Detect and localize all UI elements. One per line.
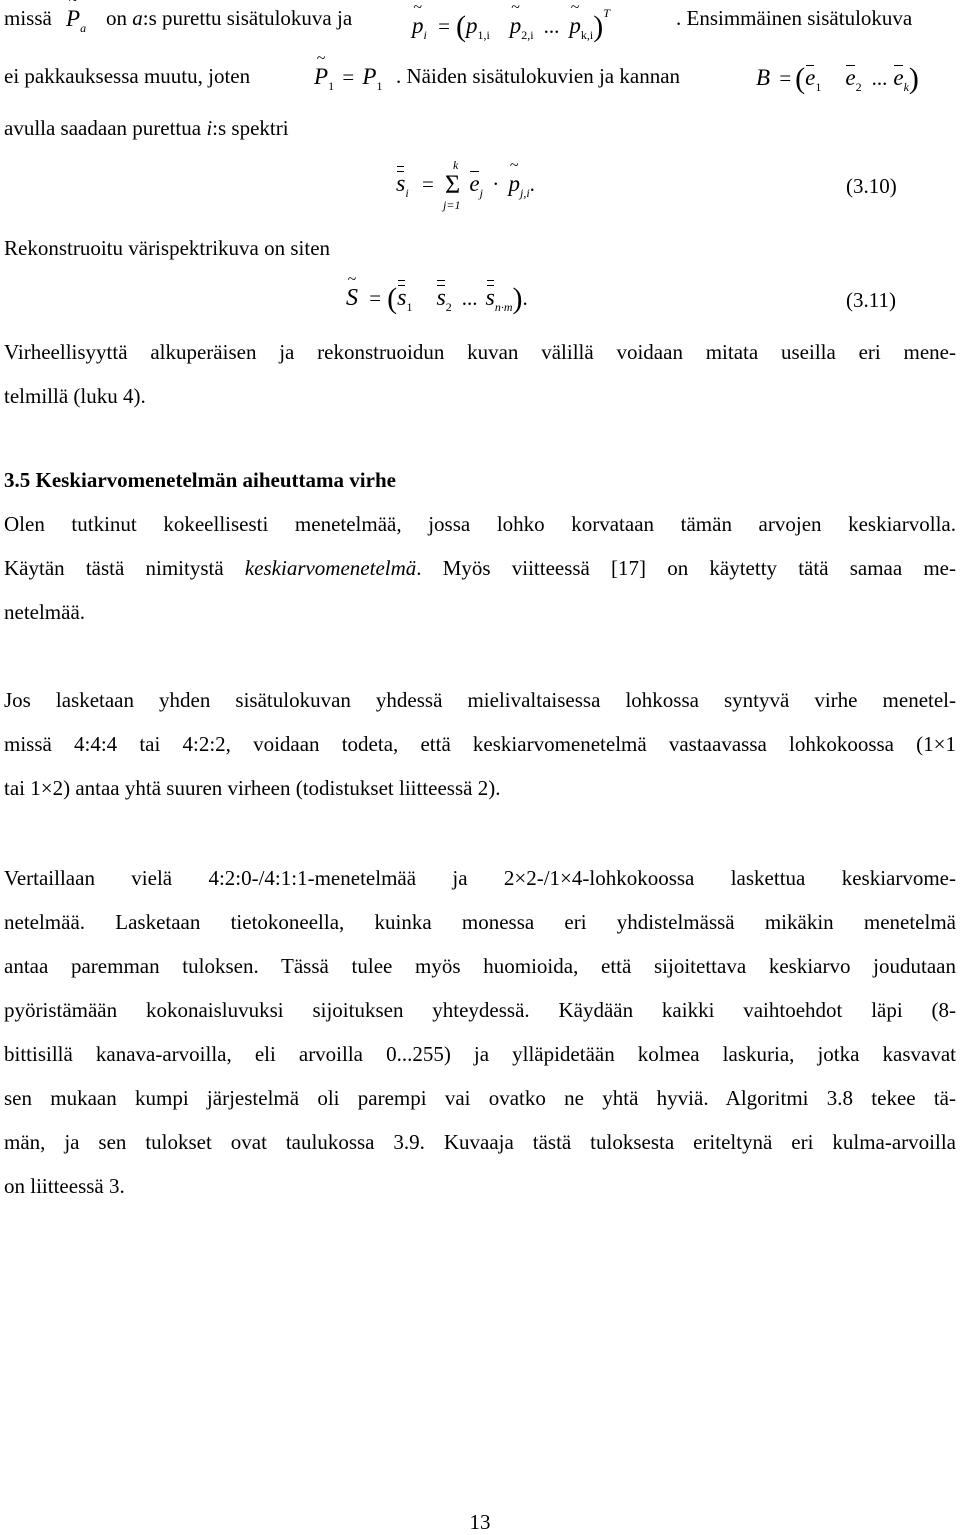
section-heading: 3.5 Keskiarvomenetelmän aiheuttama virhe: [4, 468, 396, 492]
paren-close: ): [593, 10, 604, 43]
equation-number-3-11: (3.11): [846, 288, 896, 312]
intro-line-3: avulla saadaan purettua i:s spektri: [4, 116, 289, 140]
paren-open: (: [455, 10, 466, 43]
p3-line-2: netelmää. Lasketaan tietokoneella, kuinka monessa eri yhdistelmässä mikäkin menetelmä: [4, 910, 956, 934]
p1-line-3: netelmää.: [4, 600, 86, 624]
symbol-sub-a: a: [80, 21, 87, 35]
text-missa: missä: [4, 6, 52, 30]
p1-line-2: Käytän tästä nimitystä keskiarvomenetelmä. Myös viitteessä [17] on käytetty tätä samaa me-: [4, 556, 957, 580]
intro-line-1: [4, 6, 52, 31]
p2-line-1: Jos lasketaan yhden sisätulokuvan yhdessä mielivaltaisessa lohkossa syntyvä virhe menetel-: [4, 688, 956, 712]
symbol-a: a: [132, 6, 143, 30]
text-rekonstruoitu: Rekonstruoitu värispektrikuva on siten: [4, 236, 331, 260]
p2-line-3: tai 1×2) antaa yhtä suuren virheen (todistukset liitteessä 2).: [4, 776, 501, 800]
symbol-P-tilde: ~ P: [66, 6, 80, 32]
term-keskiarvomenetelma: keskiarvomenetelmä: [244, 556, 417, 580]
p3-line-8: on liitteessä 3.: [4, 1174, 125, 1198]
period: .: [529, 172, 535, 196]
page-number: 13: [469, 1510, 491, 1534]
equation-3-11: ~ $S = (s_1$ $s_2$ ... $s_{n\cdot m}$).: [346, 282, 528, 316]
p1-line-1: Olen tutkinut kokeellisesti menetelmää, jossa lohko korvataan tämän arvojen keskiarvolla.: [4, 512, 956, 536]
p3-line-3: antaa paremman tuloksen. Tässä tulee myös huomioida, että sijoitettava keskiarvo joudutaan: [4, 954, 956, 978]
symbol-p-tilde-i: ~ p: [412, 13, 424, 39]
p3-line-7: män, ja sen tulokset ovat taulukossa 3.9. Kuvaaja tästä tuloksesta eriteltynä eri kulma-arvoilla: [4, 1130, 956, 1154]
virhe-line-2: telmillä (luku 4).: [4, 384, 146, 408]
math-p-tilde-a: [66, 6, 86, 36]
text-ensimmainen: . Ensimmäinen sisätulokuva: [676, 6, 913, 30]
intro-line-2: ei pakkauksessa muutu, joten: [4, 64, 251, 88]
equation-number-3-10: (3.10): [846, 174, 897, 198]
period: .: [522, 286, 528, 310]
text-on: on a:s purettu sisätulokuva ja: [106, 6, 353, 30]
text-purettu: :s purettu sisätulokuva ja: [142, 6, 353, 30]
virhe-line-1: Virheellisyyttä alkuperäisen ja rekonstruoidun kuvan välillä voidaan mitata useilla eri mene-: [4, 340, 956, 364]
math-basis-B: $B = (e_1$ $e_2$ ... $e_k$): [756, 62, 919, 95]
symbol-eq: =: [438, 14, 450, 38]
text-naiden: . Näiden sisätulokuvien ja kannan: [396, 64, 681, 88]
sum-block: k Σ j=1: [443, 158, 461, 212]
equation-3-10: $s_i$ = k Σ j=1 $e_j$ · ~ $p_{j,i}$.: [396, 170, 535, 201]
p2-line-2: missä 4:4:4 tai 4:2:2, voidaan todeta, että keskiarvomenetelmä vastaavassa lohkokoossa (1×1: [4, 732, 956, 756]
p3-line-4: pyöristämään kokonaisluvuksi sijoituksen yhteydessä. Käydään kaikki vaihtoehdot läpi (8-: [4, 998, 956, 1022]
p3-line-1: Vertaillaan vielä 4:2:0-/4:1:1-menetelmää ja 2×2-/1×4-lohkokoossa laskettua keskiarvome-: [4, 866, 956, 890]
p3-line-6: sen mukaan kumpi järjestelmä oli parempi vai ovatko ne yhtä hyviä. Algoritmi 3.8 tekee tä-: [4, 1086, 956, 1110]
p3-line-5: bittisillä kanava-arvoilla, eli arvoilla 0...255) ja ylläpidetään kolmea laskuria, jotka kasvavat: [4, 1042, 956, 1066]
math-p1-eq-p1: ~ $P_1 = P_1$: [314, 64, 382, 94]
math-p-vector: ~ $p_i$ = ($p_{1,i}\sim$ $p_{2,i}$ ...~ $p_{k,i})^T$: [412, 6, 610, 44]
